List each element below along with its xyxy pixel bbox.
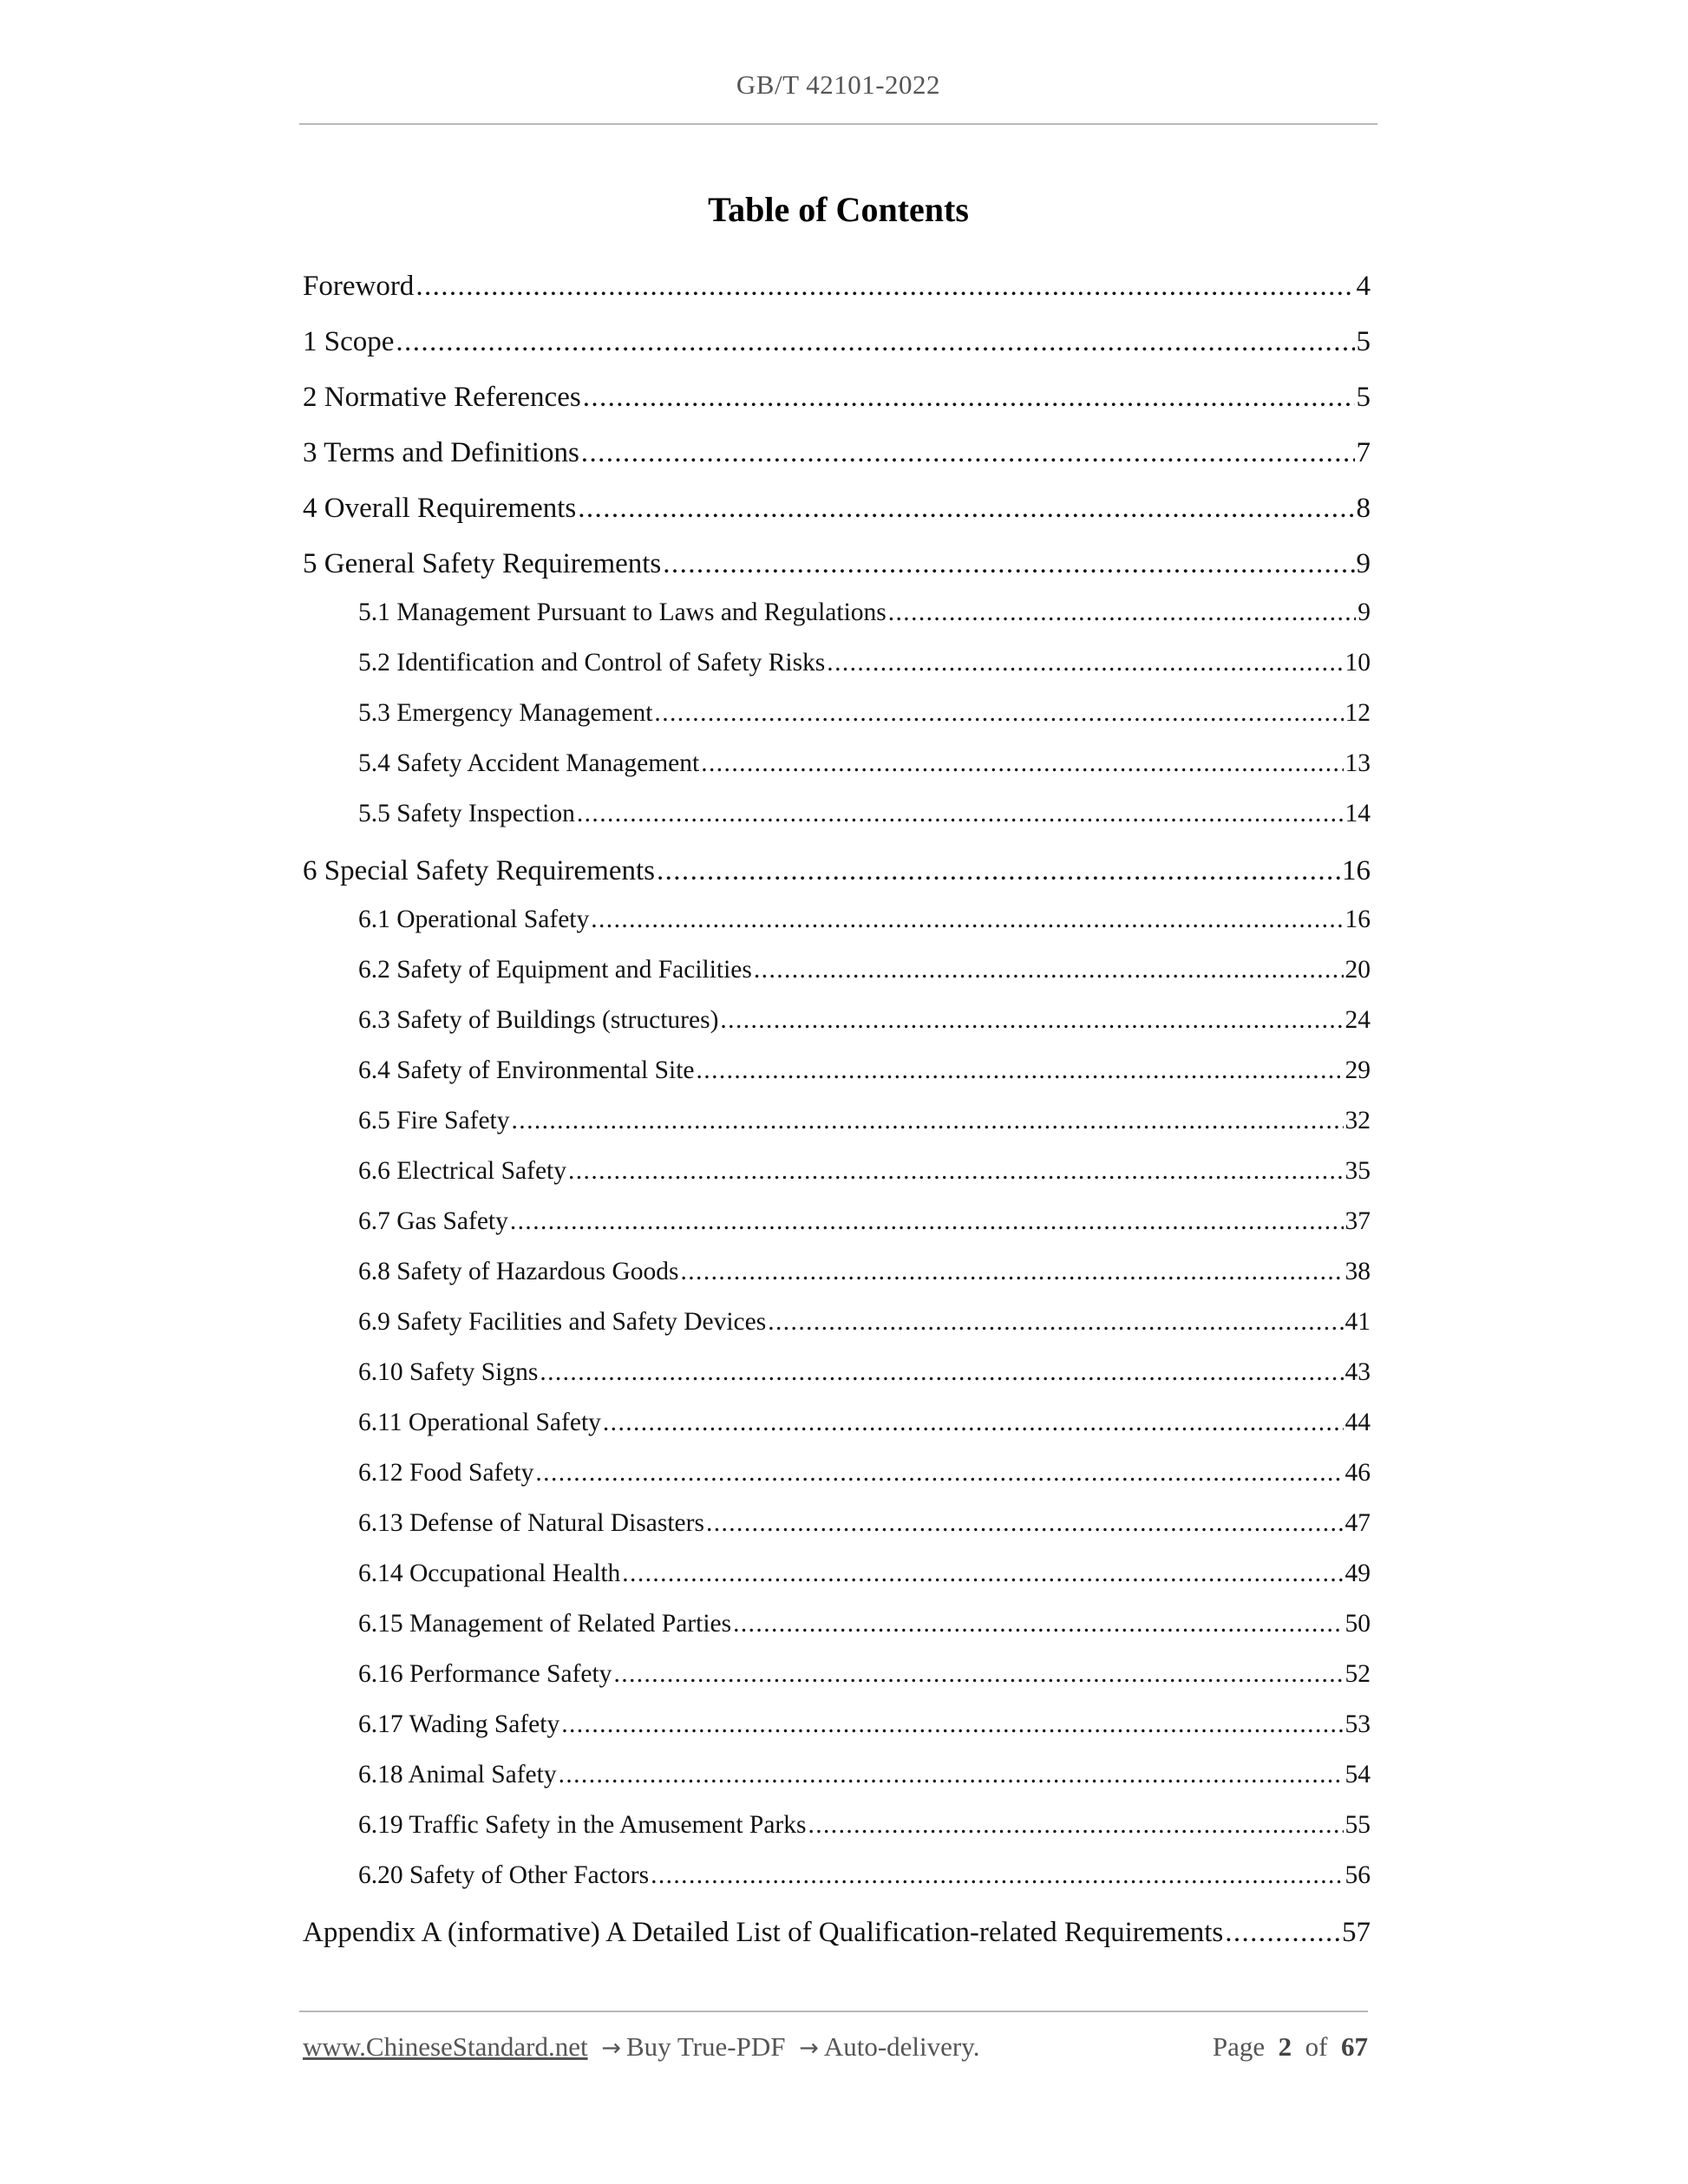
toc-entry-label: 2 Normative References [303, 382, 581, 413]
toc-entry[interactable] [358, 1006, 1371, 1035]
arrow-right-icon: → [799, 2035, 819, 2062]
toc-entry-page: 12 [1345, 699, 1371, 727]
footer-page-total: 67 [1341, 2031, 1368, 2062]
toc-entry-page: 7 [1356, 437, 1371, 468]
toc-leader-dots [697, 1056, 1344, 1085]
toc-entry-label: 5.3 Emergency Management [358, 699, 653, 727]
page-header-doc-id: GB/T 42101-2022 [736, 69, 941, 100]
toc-entry[interactable] [358, 1660, 1371, 1689]
toc-entry-page: 52 [1345, 1660, 1371, 1688]
toc-entry-label: 5.5 Safety Inspection [358, 800, 575, 827]
toc-entry[interactable] [303, 493, 1371, 525]
toc-entry-label: 6.14 Occupational Health [358, 1560, 621, 1587]
toc-leader-dots [768, 1308, 1343, 1337]
toc-entry-label: 6.8 Safety of Hazardous Goods [358, 1258, 679, 1285]
toc-leader-dots [415, 271, 1354, 303]
toc-entry-label: Appendix A (informative) A Detailed List of Qualification-related Requirements [303, 1917, 1224, 1948]
toc-entry-page: 47 [1345, 1509, 1371, 1537]
toc-entry[interactable] [358, 1157, 1371, 1186]
toc-entry[interactable] [358, 1409, 1371, 1437]
toc-entry[interactable] [358, 800, 1371, 828]
toc-entry[interactable] [358, 749, 1371, 778]
toc-leader-dots [535, 1459, 1343, 1488]
toc-entry-page: 24 [1345, 1006, 1371, 1034]
toc-entry-page: 50 [1345, 1610, 1371, 1638]
toc-entry-label: 6.13 Defense of Natural Disasters [358, 1509, 704, 1537]
toc-entry-label: 5.2 Identification and Control of Safety Risks [358, 649, 826, 677]
toc-entry[interactable] [358, 1861, 1371, 1890]
toc-entry-label: 5 General Safety Requirements [303, 548, 662, 579]
toc-entry-page: 32 [1345, 1107, 1371, 1135]
toc-entry[interactable] [358, 1710, 1371, 1739]
toc-entry-label: 4 Overall Requirements [303, 493, 577, 524]
toc-entry-label: 6.17 Wading Safety [358, 1710, 560, 1738]
toc-entry-label: 6.3 Safety of Buildings (structures) [358, 1006, 719, 1034]
toc-leader-dots [396, 326, 1354, 358]
toc-entry-page: 43 [1345, 1358, 1371, 1386]
toc-entry-page: 8 [1356, 493, 1371, 524]
toc-entry[interactable] [358, 1207, 1371, 1236]
toc-entry-label: 6.16 Performance Safety [358, 1660, 612, 1688]
toc-entry-page: 49 [1345, 1560, 1371, 1587]
toc-entry[interactable] [358, 1459, 1371, 1488]
toc-leader-dots [1225, 1917, 1340, 1949]
toc-entry[interactable] [303, 548, 1371, 580]
toc-entry-label: 6.10 Safety Signs [358, 1358, 539, 1386]
toc-entry-page: 57 [1342, 1917, 1371, 1948]
toc-entry-label: 6.5 Fire Safety [358, 1107, 510, 1135]
toc-leader-dots [613, 1660, 1343, 1689]
toc-entry-label: 6.19 Traffic Safety in the Amusement Parks [358, 1811, 807, 1839]
toc-entry[interactable] [358, 1610, 1371, 1638]
toc-entry-page: 4 [1356, 271, 1371, 302]
toc-leader-dots [561, 1710, 1343, 1739]
toc-entry-page: 14 [1345, 800, 1371, 827]
toc-entry-label: 6.9 Safety Facilities and Safety Devices [358, 1308, 767, 1336]
toc-leader-dots [827, 649, 1343, 677]
toc-entry[interactable] [358, 1056, 1371, 1085]
toc-leader-dots [888, 598, 1357, 627]
toc-entry-label: Foreword [303, 271, 415, 302]
footer-divider [299, 2011, 1368, 2012]
toc-entry-label: 6.6 Electrical Safety [358, 1157, 566, 1185]
toc-leader-dots [657, 855, 1340, 887]
toc-entry[interactable] [303, 271, 1371, 303]
footer-page-word: Page [1212, 2031, 1266, 2062]
toc-leader-dots [559, 1761, 1344, 1789]
toc-leader-dots [808, 1811, 1343, 1840]
toc-entry-page: 55 [1345, 1811, 1371, 1839]
toc-leader-dots [583, 382, 1355, 414]
toc-entry-label: 6.4 Safety of Environmental Site [358, 1056, 695, 1084]
toc-entry-page: 29 [1345, 1056, 1371, 1084]
toc-entry-label: 3 Terms and Definitions [303, 437, 579, 468]
toc-leader-dots [578, 493, 1354, 525]
toc-entry[interactable] [358, 906, 1371, 934]
toc-entry[interactable] [303, 1917, 1371, 1949]
footer-buy-text: Buy True-PDF [625, 2031, 786, 2062]
footer-page-counter [1213, 2031, 1368, 2063]
toc-entry-page: 16 [1345, 906, 1371, 933]
toc-entry-label: 6.18 Animal Safety [358, 1761, 557, 1788]
footer-delivery-text: Auto-delivery. [823, 2031, 980, 2062]
toc-entry[interactable] [358, 1509, 1371, 1538]
toc-entry[interactable] [358, 1811, 1371, 1840]
toc-entry-label: 6.15 Management of Related Parties [358, 1610, 732, 1638]
toc-entry[interactable] [358, 598, 1371, 627]
toc-entry-page: 38 [1345, 1258, 1371, 1285]
toc-leader-dots [581, 437, 1355, 469]
toc-entry[interactable] [358, 1308, 1371, 1337]
toc-entry-page: 10 [1345, 649, 1371, 677]
toc-leader-dots [540, 1358, 1343, 1387]
toc-entry-label: 6.11 Operational Safety [358, 1409, 601, 1436]
toc-entry[interactable] [358, 956, 1371, 984]
toc-leader-dots [706, 1509, 1344, 1538]
toc-leader-dots [654, 699, 1343, 728]
toc-leader-dots [720, 1006, 1343, 1035]
toc-entry[interactable] [303, 326, 1371, 358]
toc-entry-page: 5 [1356, 382, 1371, 413]
toc-entry-label: 6.12 Food Safety [358, 1459, 534, 1487]
toc-leader-dots [577, 800, 1344, 828]
toc-entry-label: 5.4 Safety Accident Management [358, 749, 700, 777]
toc-entry-label: 6.7 Gas Safety [358, 1207, 508, 1235]
toc-entry-page: 53 [1345, 1710, 1371, 1738]
toc-entry-page: 56 [1345, 1861, 1371, 1889]
toc-leader-dots [651, 1861, 1343, 1890]
toc-leader-dots [568, 1157, 1344, 1186]
toc-entry-page: 16 [1342, 855, 1371, 886]
toc-entry-page: 13 [1345, 749, 1371, 777]
toc-leader-dots [681, 1258, 1344, 1286]
toc-entry[interactable] [303, 382, 1371, 414]
toc-entry-page: 9 [1358, 598, 1371, 626]
toc-entry-label: 6.2 Safety of Equipment and Facilities [358, 956, 752, 984]
footer-promo [303, 2031, 979, 2063]
toc-leader-dots [754, 956, 1344, 984]
toc-entry-label: 1 Scope [303, 326, 395, 357]
toc-entry-page: 20 [1345, 956, 1371, 984]
toc-entry-page: 35 [1345, 1157, 1371, 1185]
toc-entry-label: 6 Special Safety Requirements [303, 855, 655, 886]
toc-entry-page: 5 [1356, 326, 1371, 357]
toc-entry-page: 54 [1345, 1761, 1371, 1788]
arrow-right-icon: → [601, 2035, 621, 2062]
toc-entry-page: 9 [1356, 548, 1371, 579]
footer-page-current: 2 [1278, 2031, 1292, 2062]
toc-leader-dots [603, 1409, 1344, 1437]
toc-entry[interactable] [303, 855, 1371, 887]
toc-entry-label: 5.1 Management Pursuant to Laws and Regulations [358, 598, 887, 626]
toc-leader-dots [510, 1207, 1344, 1236]
toc-entry[interactable] [358, 649, 1371, 677]
toc-title: Table of Contents [708, 190, 969, 229]
toc-entry[interactable] [358, 1258, 1371, 1286]
toc-entry[interactable] [358, 1761, 1371, 1789]
toc-leader-dots [591, 906, 1343, 934]
toc-entry[interactable] [303, 437, 1371, 469]
toc-entry-page: 41 [1345, 1308, 1371, 1336]
toc-entry-label: 6.1 Operational Safety [358, 906, 590, 933]
toc-leader-dots [622, 1560, 1343, 1588]
toc-entry[interactable] [358, 1560, 1371, 1588]
toc-leader-dots [663, 548, 1354, 580]
toc-entry-page: 46 [1345, 1459, 1371, 1487]
toc-entry[interactable] [358, 1358, 1371, 1387]
toc-leader-dots [512, 1107, 1344, 1135]
toc-entry-page: 37 [1345, 1207, 1371, 1235]
toc-leader-dots [701, 749, 1343, 778]
toc-leader-dots [733, 1610, 1343, 1638]
toc-entry-label: 6.20 Safety of Other Factors [358, 1861, 650, 1889]
toc-entry-page: 44 [1345, 1409, 1371, 1436]
footer-of-word: of [1305, 2031, 1328, 2062]
toc-entry[interactable] [358, 699, 1371, 728]
toc-entry[interactable] [358, 1107, 1371, 1135]
footer-site-link[interactable]: www.ChineseStandard.net [303, 2031, 588, 2062]
